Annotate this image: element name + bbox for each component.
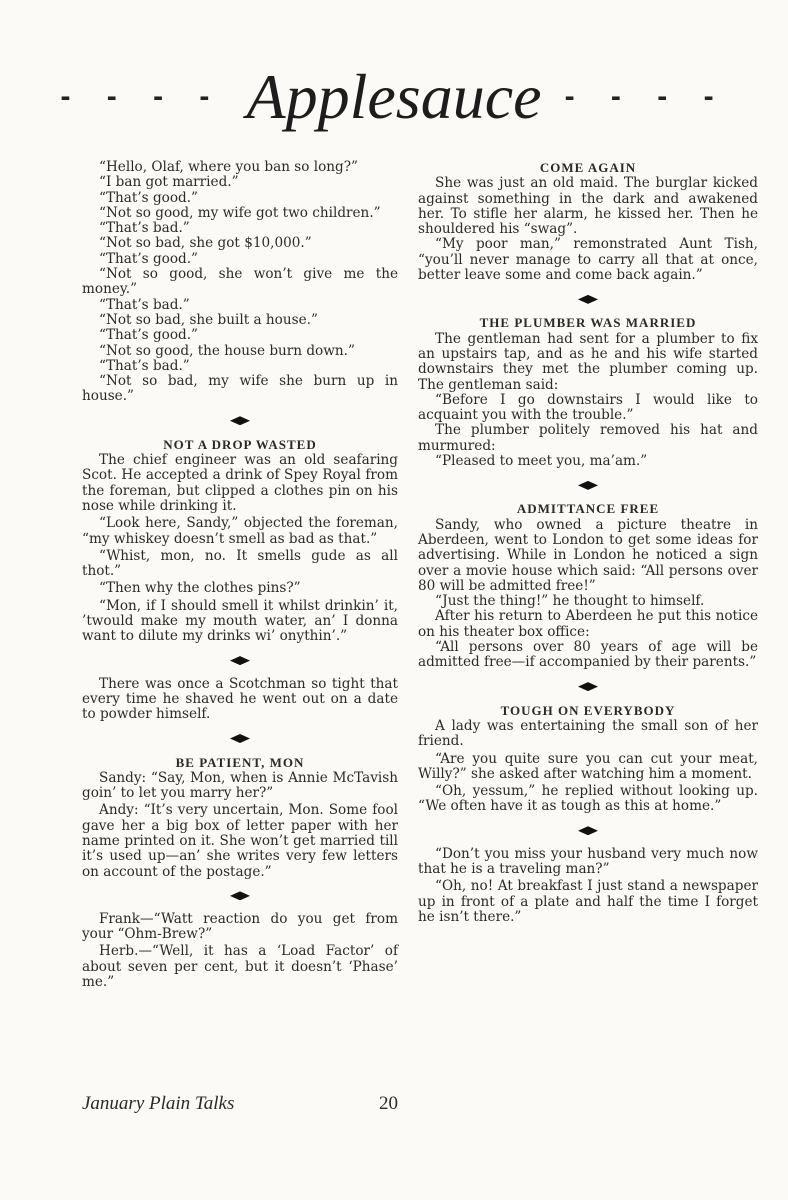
- paragraph: “Whist, mon, no. It smells gude as all thot.”: [82, 547, 398, 580]
- diamond-ornament-icon: [578, 295, 598, 304]
- separator: [82, 647, 398, 675]
- paragraph: “Oh, yessum,” he replied without looking up. “We often have it as tough as this at home.”: [418, 783, 758, 815]
- page-number: 20: [379, 1093, 398, 1114]
- paragraph: Herb.—“Well, it has a ‘Load Factor’ of about seven per cent, but it doesn’t ‘Phase’ me.”: [82, 943, 398, 991]
- article: [418, 847, 758, 925]
- paragraph: “Before I go downstairs I would like to acquaint you with the trouble.”: [418, 391, 758, 424]
- paragraph: The chief engineer was an old seafaring Scot. He accepted a drink of Spey Royal from the foreman, but clipped a clothes pin on his nose while drinking it.: [82, 452, 398, 514]
- diamond-ornament-icon: [230, 734, 250, 743]
- article: [82, 755, 398, 880]
- paragraph: “Mon, if I should smell it whilst drinkin’ it, ’twould make my mouth water, an’ I donna want to dilute my drinks wi’ onythin’.”: [82, 597, 398, 645]
- paragraph: “Not so bad, my wife she burn up in house.”: [82, 373, 398, 405]
- separator: [418, 285, 758, 313]
- separator: [418, 471, 758, 499]
- paragraph: The gentleman had sent for a plumber to fix an upstairs tap, and as he and his wife started downstairs they met the plumber coming up. The gentleman said:: [418, 330, 758, 393]
- paragraph: “That’s good.”: [99, 250, 198, 267]
- separator: [418, 817, 758, 845]
- page-title: Applesauce: [246, 61, 542, 132]
- article: [418, 501, 758, 670]
- paragraph: “Not so good, the house burn down.”: [99, 342, 355, 359]
- article-heading: TOUGH ON EVERYBODY: [500, 702, 676, 718]
- paragraph: “Oh, no! At breakfast I just stand a newspaper up in front of a plate and half the time I forget he isn’t there.”: [418, 878, 758, 925]
- paragraph: “Not so good, she won’t give me the money.”: [82, 266, 398, 298]
- page-footer: [82, 1093, 398, 1115]
- article-heading: COME AGAIN: [539, 160, 637, 175]
- paragraph: “That’s bad.”: [99, 220, 190, 237]
- paragraph: The plumber politely removed his hat and murmured:: [418, 422, 758, 454]
- paragraph: After his return to Aberdeen he put this notice on his theater box office:: [418, 608, 758, 640]
- paragraph: “My poor man,” remonstrated Aunt Tish, “you’ll never manage to carry all that at once, better leave some and come back again.”: [418, 236, 758, 284]
- magazine-name: January Plain Talks: [82, 1093, 235, 1114]
- article: [418, 160, 758, 283]
- paragraph: Frank—“Watt reaction do you get from your “Ohm-Brew?”: [82, 910, 398, 943]
- article-heading: NOT A DROP WASTED: [163, 436, 317, 452]
- separator: [82, 882, 398, 910]
- article: [82, 437, 398, 645]
- paragraph: Andy: “It’s very uncertain, Mon. Some fool gave her a big box of letter paper with her name printed on it. She won’t get married till it’s used up—an’ she writes very few letters on account of the postage.”: [82, 802, 398, 880]
- paragraph: “Not so bad, she got $10,000.”: [99, 235, 312, 252]
- paragraph: “I ban got married.”: [99, 174, 239, 191]
- paragraph: “That’s good.”: [99, 327, 198, 344]
- article: [418, 315, 758, 469]
- paragraph: “Look here, Sandy,” objected the foreman, “my whiskey doesn’t smell as bad as that.”: [82, 515, 398, 547]
- diamond-ornament-icon: [578, 682, 598, 691]
- paragraph: “Don’t you miss your husband very much now that he is a traveling man?”: [418, 845, 758, 877]
- separator: [418, 673, 758, 701]
- paragraph: “All persons over 80 years of age will be admitted free—if accompanied by their parents.”: [418, 639, 758, 671]
- paragraph: “Then why the clothes pins?”: [99, 580, 301, 597]
- paragraph: Sandy: “Say, Mon, when is Annie McTavish goin’ to let you marry her?”: [82, 769, 398, 802]
- paragraph: There was once a Scotchman so tight that every time he shaved he went out on a date to powder himself.: [82, 675, 398, 723]
- masthead: [0, 60, 788, 134]
- separator: [82, 725, 398, 753]
- article-heading: THE PLUMBER WAS MARRIED: [479, 315, 697, 331]
- article-heading: ADMITTANCE FREE: [516, 501, 660, 517]
- paragraph: “Hello, Olaf, where you ban so long?”: [99, 159, 358, 175]
- article: [82, 160, 398, 405]
- diamond-ornament-icon: [230, 891, 250, 900]
- article: [82, 677, 398, 723]
- dashes-left: - - - -: [60, 80, 224, 113]
- article-heading: BE PATIENT, MON: [175, 754, 305, 770]
- paragraph: “That’s good.”: [99, 189, 198, 206]
- paragraph: She was just an old maid. The burglar kicked against something in the dark and awakened her. To stifle her alarm, he kissed her. Then he shouldered his “swag”.: [418, 175, 758, 238]
- left-column: [82, 160, 398, 992]
- paragraph: “That’s bad.”: [99, 296, 190, 313]
- paragraph: “Not so bad, she built a house.”: [99, 311, 318, 328]
- paragraph: A lady was entertaining the small son of her friend.: [418, 717, 758, 750]
- paragraph: “Pleased to meet you, ma’am.”: [435, 453, 648, 470]
- diamond-ornament-icon: [230, 656, 250, 665]
- paragraph: Sandy, who owned a picture theatre in Aberdeen, went to London to get some ideas for advertising. While in London he noticed a sign over a movie house which said: “All persons over 80 will be admitted free!”: [418, 516, 758, 594]
- diamond-ornament-icon: [578, 826, 598, 835]
- article: [418, 703, 758, 815]
- paragraph: “Not so good, my wife got two children.”: [99, 204, 381, 221]
- dashes-right: - - - -: [564, 80, 728, 113]
- article: [82, 912, 398, 990]
- right-column: [418, 160, 758, 927]
- separator: [82, 407, 398, 435]
- diamond-ornament-icon: [578, 481, 598, 490]
- paragraph: “That’s bad.”: [99, 357, 190, 374]
- diamond-ornament-icon: [230, 416, 250, 425]
- paragraph: “Just the thing!” he thought to himself.: [435, 593, 705, 610]
- paragraph: “Are you quite sure you can cut your meat, Willy?” she asked after watching him a moment.: [418, 750, 758, 782]
